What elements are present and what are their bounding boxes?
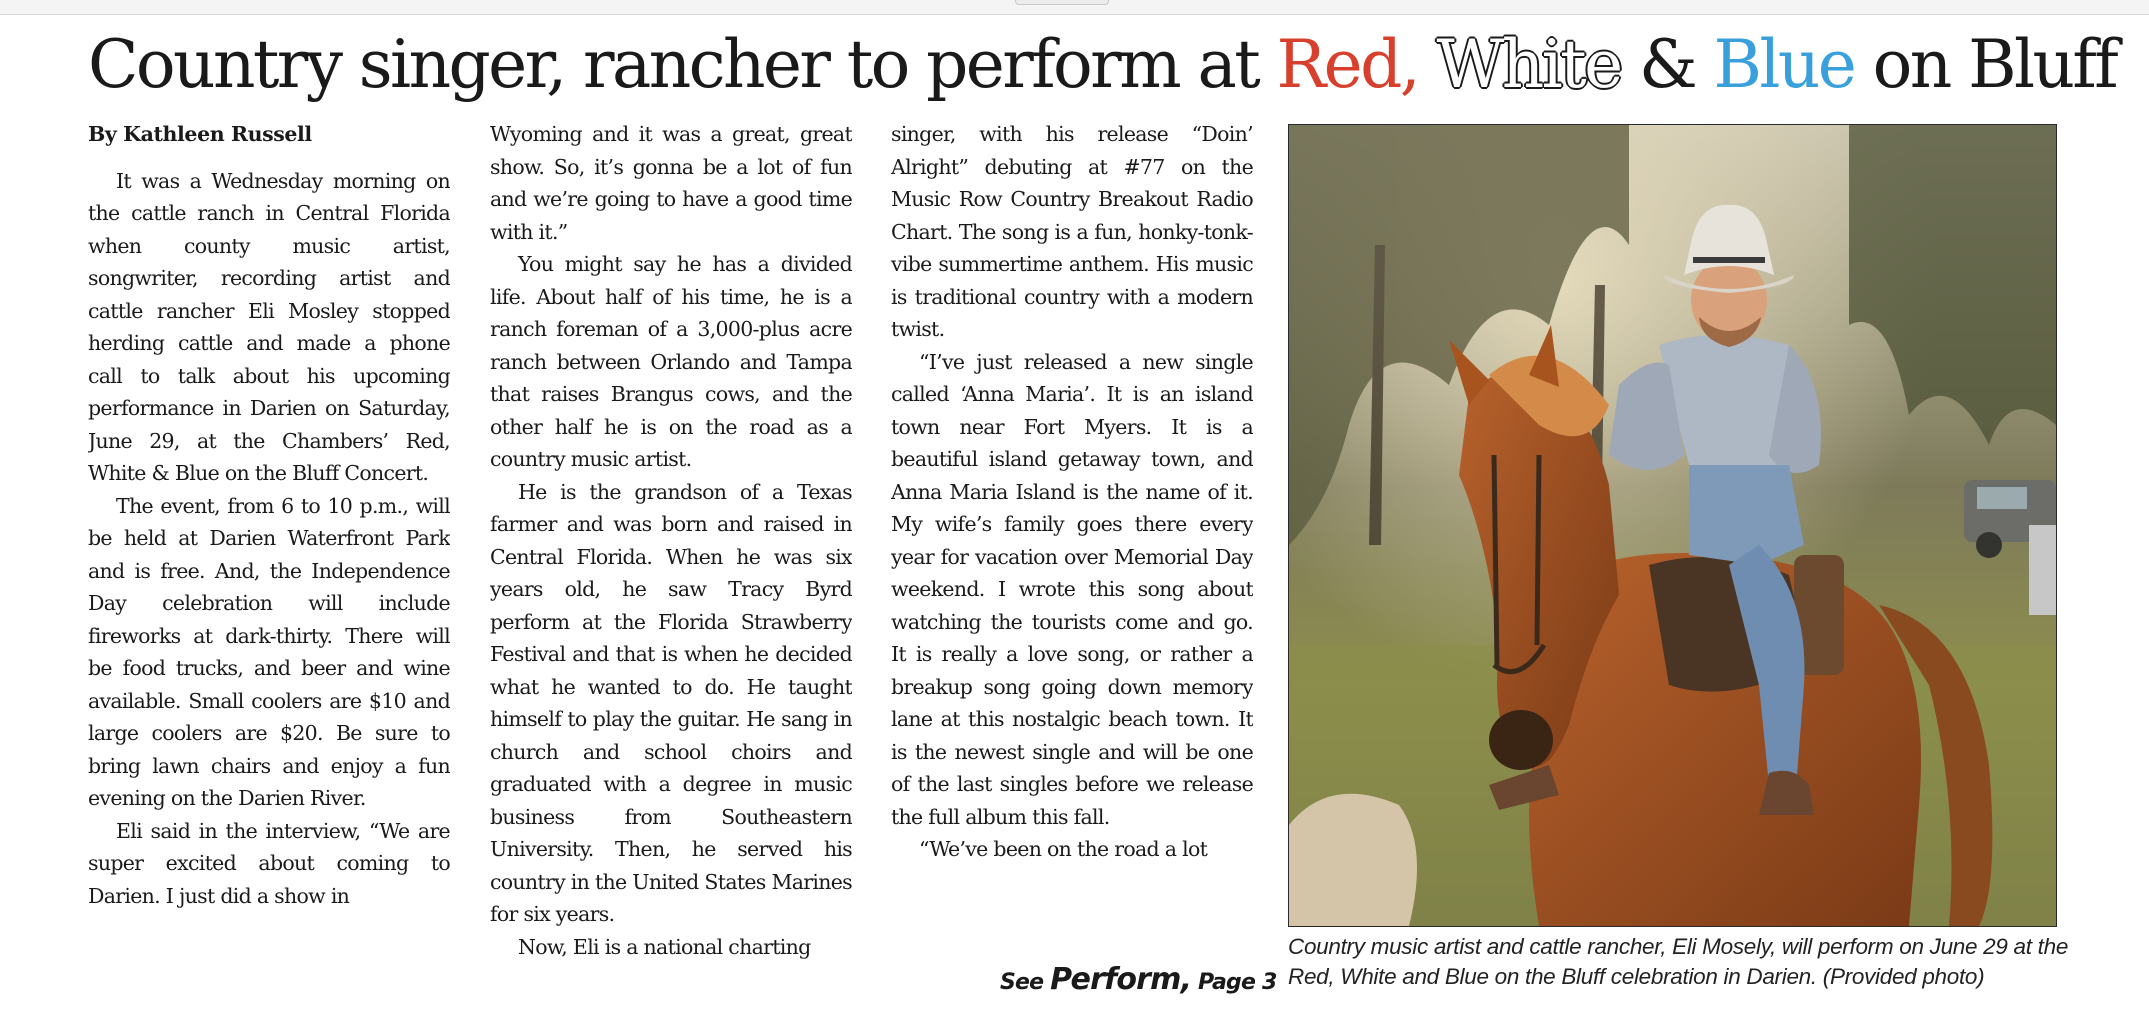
headline-blue: Blue — [1713, 26, 1855, 103]
top-tab-handle[interactable] — [1015, 0, 1109, 5]
headline-red: Red, — [1276, 26, 1419, 103]
paragraph-1: It was a Wednesday morning on the cattle ranch in Central Florida when county music artist, songwriter, recording artist and cattle rancher Eli Mosley stopped herding cattle and made a phone call to talk about his upcoming performance in Darien on Saturday, June 29, at the Chambers’ Red, White & Blue on the Bluff Concert. — [88, 168, 450, 485]
paragraph-3-continued: Wyoming and it was a great, great show. So, it’s gonna be a lot of fun and we’re going to have a good time with it.” — [490, 122, 852, 244]
article-column-2 — [490, 118, 852, 1008]
headline — [88, 20, 2117, 110]
paragraph-6: Now, Eli is a national charting — [518, 934, 811, 959]
paragraph-4: You might say he has a divided life. About half of his time, he is a ranch foreman of a 3,000-plus acre ranch between Orlando and Tampa that raises Brangus cows, and the other half he is on the road as a country music artist. — [490, 252, 852, 471]
paragraph-3: Eli said in the interview, “We are super excited about coming to Darien. I just did a show in — [88, 818, 450, 908]
headline-part1: Country singer, rancher to perform at — [88, 26, 1277, 103]
jump-perform: Perform, — [1050, 962, 1192, 997]
photo-caption: Country music artist and cattle rancher, Eli Mosely, will perform on June 29 at the Red, White and Blue on the Bluff celebration in Darien. (Provided photo) — [1288, 934, 2069, 989]
browser-top-bar — [0, 0, 2149, 15]
article-column-3 — [891, 118, 1253, 1008]
headline-amp: & — [1620, 26, 1714, 103]
paragraph-2: The event, from 6 to 10 p.m., will be held at Darien Waterfront Park and is free. And, the Independence Day celebration will include fireworks at dark-thirty. There will be food trucks, and beer and wine available. Small coolers are $10 and large coolers are $20. Be sure to bring lawn chairs and enjoy a fun evening on the Darien River. — [88, 493, 450, 810]
article-column-1 — [88, 118, 450, 1008]
jump-line[interactable] — [1000, 962, 1277, 997]
jump-page: Page 3 — [1191, 970, 1277, 995]
headline-white: White — [1436, 26, 1621, 103]
paragraph-8: “We’ve been on the road a lot — [919, 837, 1208, 861]
headline-part2: on Bluff — [1854, 26, 2117, 103]
paragraph-5: He is the grandson of a Texas farmer and was born and raised in Central Florida. When he was six years old, he saw Tracy Byrd perform at the Florida Strawberry Festival and that is when he decided what he wanted to do. He taught himself to play the guitar. He sang in church and school choirs and graduated with a degree in music business from Southeastern University. Then, he served his country in the United States Marines for six years. — [490, 479, 852, 926]
jump-see: See — [1000, 970, 1051, 995]
paragraph-7: “I’ve just released a new single called ‘Anna Maria’. It is an island town near Fort Myers. It is a beautiful island getaway town, and Anna Maria Island is the name of it. My wife’s family goes there every year for vacation over Memorial Day weekend. I wrote this song about watching the tourists come and go. It is really a love song, or rather a breakup song going down memory lane at this nostalgic beach town. It is the newest single and will be one of the last singles before we release the full album this fall. — [891, 349, 1253, 829]
dog — [1289, 794, 1417, 926]
photo-illustration — [1289, 125, 2056, 926]
paragraph-6-continued: singer, with his release “Doin’ Alright” debuting at #77 on the Music Row Country Breakout Radio Chart. The song is a fun, honky-tonk-vibe summertime anthem. His music is traditional country with a modern twist. — [891, 122, 1253, 341]
article-photo — [1288, 124, 2057, 927]
byline: By Kathleen Russell — [88, 122, 312, 146]
